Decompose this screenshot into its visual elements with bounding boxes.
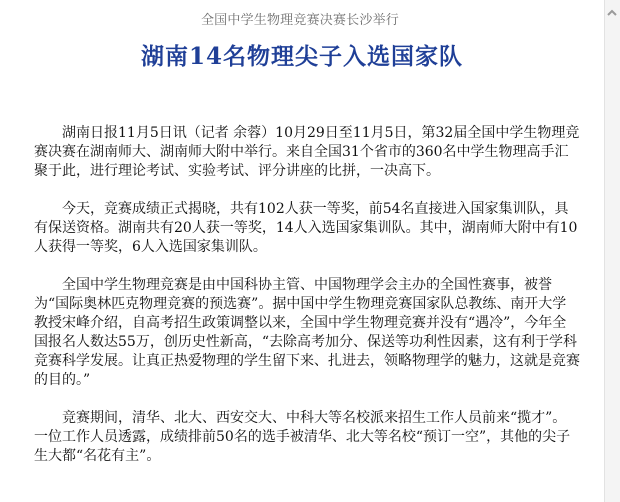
vertical-scrollbar[interactable] (605, 0, 620, 502)
article-title: 湖南14名物理尖子入选国家队 (140, 43, 463, 70)
article-subtitle: 全国中学生物理竞赛决赛长沙举行 (200, 13, 399, 28)
article-paragraph: 今天，竞赛成绩正式揭晓，共有102人获一等奖，前54名直接进入国家集训队，具有保送资格。湖南共有20人获一等奖，14人入选国家集训队。其中，湖南师大附中有10人获得一等奖，6人入选国家集训队。 (34, 201, 578, 255)
article-body (34, 124, 580, 485)
article-paragraph: 湖南日报11月5日讯（记者 余蓉）10月29日至11月5日，第32届全国中学生物理竞赛决赛在湖南师大、湖南师大附中举行。来自全国31个省市的360名中学生物理高手汇聚于此，进行理论考试、实验考试、评分讲座的比拼，一决高下。 (34, 125, 580, 179)
article-paragraph: 全国中学生物理竞赛是由中国科协主管、中国物理学会主办的全国性赛事，被誉为“国际奥林匹克物理竞赛的预选赛”。据中国中学生物理竞赛国家队总教练、南开大学教授宋峰介绍，自高考招生政策调整以来，全国中学生物理竞赛并没有“遇冷”，今年全国报名人数达55万，创历史性新高，“去除高考加分、保送等功利性因素，这有利于学科竞赛科学发展。让真正热爱物理的学生留下来、扎进去，领略物理学的魅力，这就是竞赛的目的。” (34, 277, 580, 388)
article-paragraph: 竞赛期间，清华、北大、西安交大、中科大等名校派来招生工作人员前来“揽才”。一位工作人员透露，成绩排前50名的选手被清华、北大等名校“预订一空”，其他的尖子生大都“名花有主”。 (34, 410, 571, 464)
chevron-up-icon[interactable] (606, 4, 618, 16)
